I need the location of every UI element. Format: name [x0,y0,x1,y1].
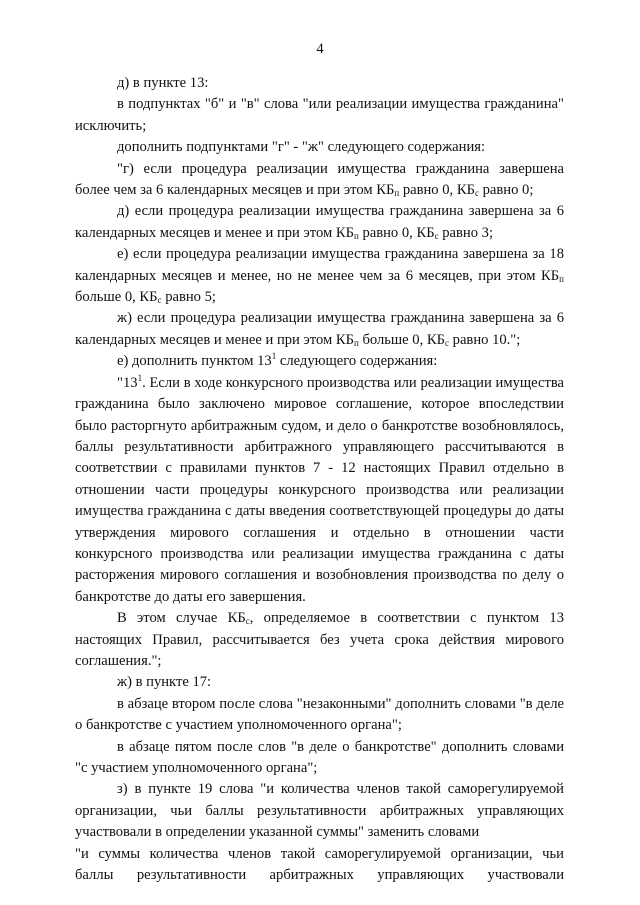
paragraph-item-z-point-19: з) в пункте 19 слова "и количества членов такой саморегулируемой организации, чьи баллы результативности арбитражных управляющих участвовали в определении указанной суммы" заменить словами [75,781,564,841]
paragraph-fifth-abzac: в абзаце пятом после слов "в деле о банкротстве" дополнить словами "с участием уполномоченного органа"; [75,738,564,776]
paragraph-subpoints-b-v: в подпунктах "б" и "в" слова "или реализации имущества гражданина" исключить; [75,96,564,134]
paragraph-add-point-13-1: е) дополнить пунктом $13^1$ следующего содержания: [117,351,438,370]
paragraph-replacement-text: "и суммы количества членов такой саморегулируемой организации, чьи баллы результативности арбитражных управляющих участвовали [75,845,564,884]
paragraph-item-d: д) в пункте 13: [117,75,209,91]
paragraph-item-zh-point-17: ж) в пункте 17: [117,674,212,691]
paragraph-add-subpoints: дополнить подпунктами "г" - "ж" следующего содержания: [117,139,486,156]
paragraph-subpoint-g: "г) если процедура реализации имущества гражданина завершена более чем за 6 календарных месяцев и при этом $КБ_п$ равно 0, $КБ_с$ равно 0; [75,160,564,199]
paragraph-kbs-calculation: В этом случае $КБ_с$, определяемое в соответствии с пунктом 13 настоящих Правил, рассчитывается без учета срока действия мирового соглашения."; [75,610,564,669]
paragraph-second-abzac: в абзаце втором после слова "незаконными" дополнить словами "в деле о банкротстве с участием уполномоченного органа"; [75,695,564,734]
page-number: 4 [316,41,324,57]
paragraph-subpoint-zh: ж) если процедура реализации имущества гражданина завершена за 6 календарных месяцев и менее и при этом $КБ_п$ больше 0, $КБ_с$ равно 10."; [75,310,564,348]
document-body [75,73,564,886]
paragraph-point-13-1-text: "$13^1$. Если в ходе конкурсного производства или реализации имущества гражданина было заключено мировое соглашение, которое впоследствии было расторгнуто арбитражным судом, и дело о банкротстве возобновлялось, баллы результативности арбитражного управляющего рассчитываются в соответствии с правилами пунктов 7 - 12 настоящих Правил отдельно в отношении части процедуры конкурсного производства или реализации имущества гражданина с даты введения соответствующей процедуры до даты утверждения мирового соглашения и отдельно в отношении части конкурсного производства или реализации имущества гражданина с даты расторжения мирового соглашения и возобновления производства по делу о банкротстве до даты его завершения. [75,372,564,605]
paragraph-subpoint-e: е) если процедура реализации имущества гражданина завершена за 18 календарных месяцев и менее, но не менее чем за 6 месяцев, при этом $КБ_п$ больше 0, $КБ_с$ равно 5; [75,246,564,306]
paragraph-subpoint-d: д) если процедура реализации имущества гражданина завершена за 6 календарных месяцев и менее и при этом $КБ_п$ равно 0, $КБ_с$ равно 3; [75,203,564,241]
